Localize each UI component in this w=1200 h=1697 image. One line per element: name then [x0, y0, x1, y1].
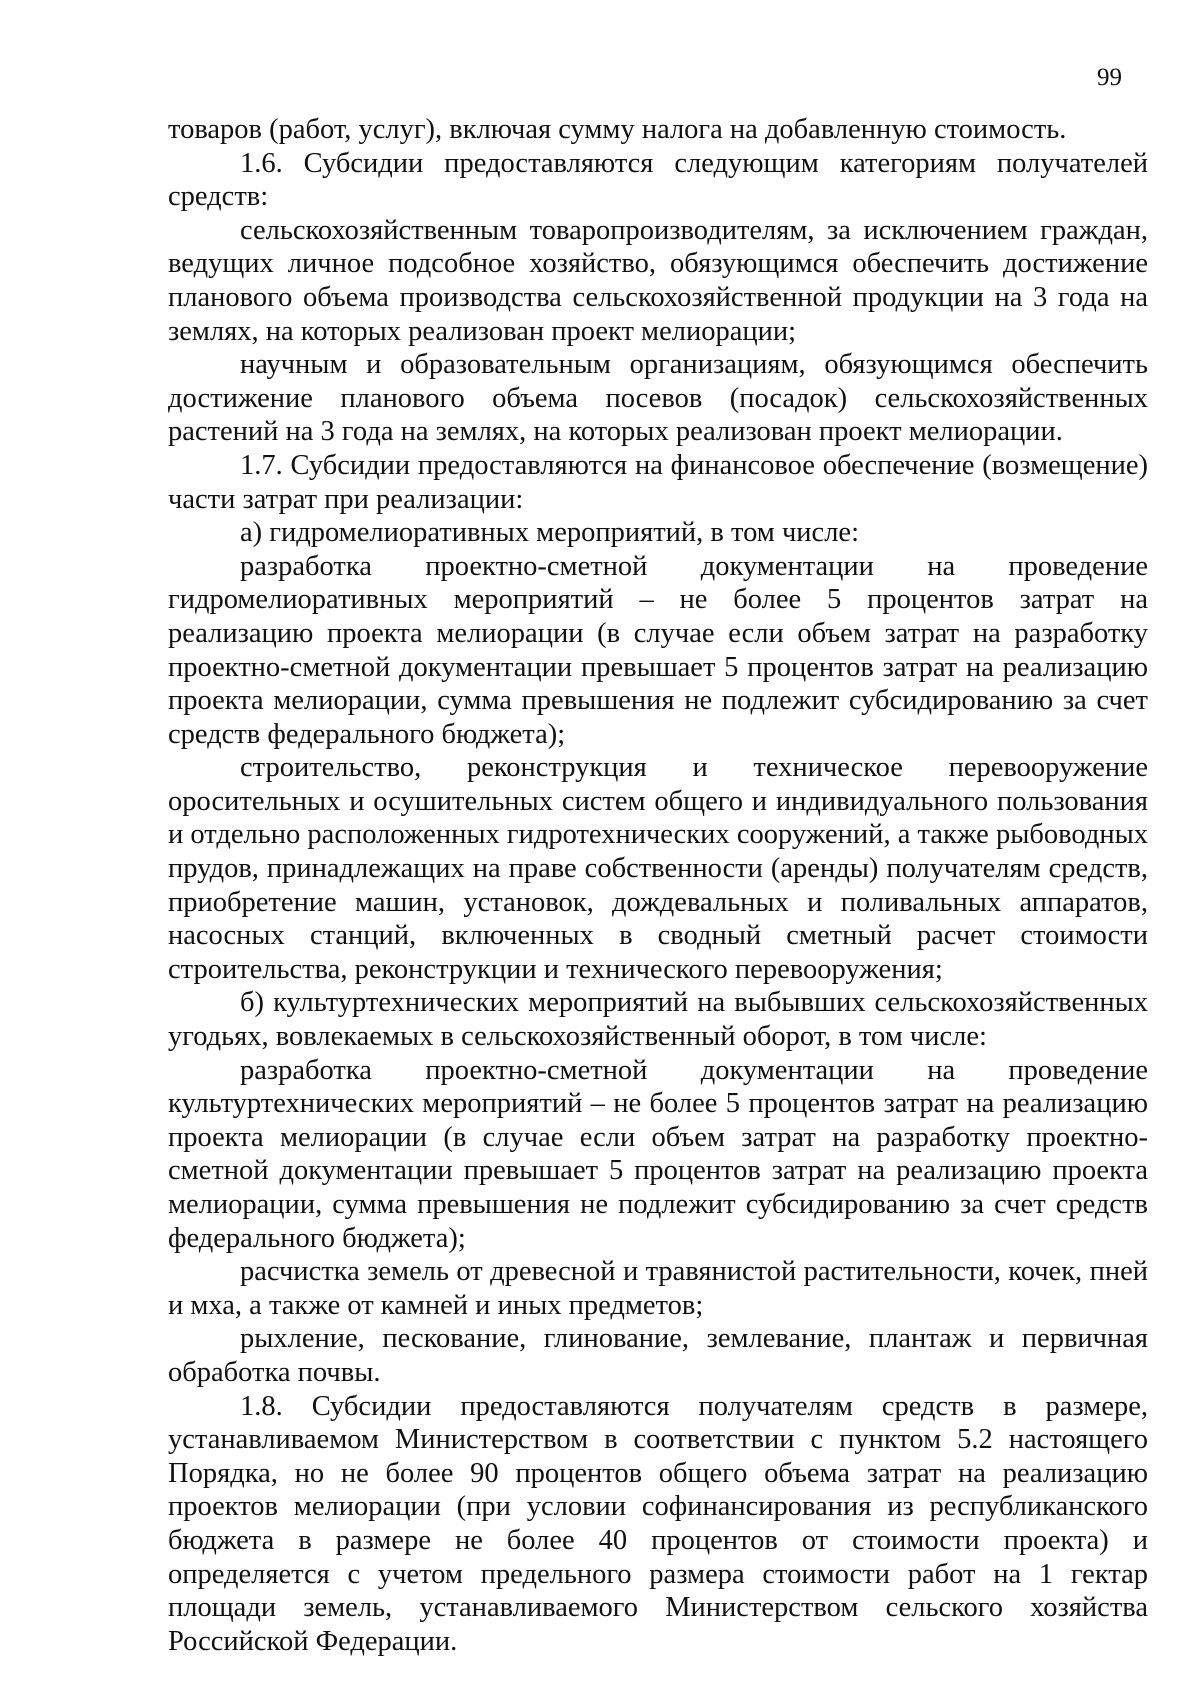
paragraph-item-a: а) гидромелиоративных мероприятий, в том числе: — [240, 517, 859, 549]
paragraph-1-7: 1.7. Субсидии предоставляются на финансовое обеспечение (возмещение) части затрат при реализации: — [168, 449, 1148, 515]
paragraph-design-docs-hydro: разработка проектно-сметной документации на проведение гидромелиоративных мероприятий – не более 5 процентов затрат на реализацию проекта мелиорации (в случае если объем затрат на разработку проектно-сметной документации превышает 5 процентов затрат на реализацию проекта мелиорации, сумма превышения не подлежит субсидированию за счет средств федерального бюджета); — [168, 550, 1148, 750]
paragraph-construction: строительство, реконструкция и техническое перевооружение оросительных и осушительных систем общего и индивидуального пользования и отдельно расположенных гидротехнических сооружений, а также рыбоводных прудов, принадлежащих на праве собственности (аренды) получателям средств, приобретение машин, установок, дождевальных и поливальных аппаратов, насосных станций, включенных в сводный сметный расчет стоимости строительства, реконструкции и технического перевооружения; — [168, 752, 1148, 985]
paragraph-land-clearing: расчистка земель от древесной и травянистой растительности, кочек, пней и мха, а также от камней и иных предметов; — [168, 1256, 1148, 1321]
paragraph-design-docs-cultural: разработка проектно-сметной документации на проведение культуртехнических мероприятий – не более 5 процентов затрат на реализацию проекта мелиорации (в случае если объем затрат на разработку проектно-сметной документации превышает 5 процентов затрат на реализацию проекта мелиорации, сумма превышения не подлежит субсидированию за счет средств федерального бюджета); — [168, 1054, 1148, 1254]
paragraph-organizations: научным и образовательным организациям, обязующимся обеспечить достижение планового объема посевов (посадок) сельскохозяйственных растений на 3 года на землях, на которых реализован проект мелиорации. — [168, 349, 1148, 448]
page-number: 99 — [1097, 64, 1122, 91]
paragraph-soil-treatment: рыхление, пескование, глинование, землевание, плантаж и первичная обработка почвы. — [168, 1323, 1148, 1388]
paragraph-1-6: 1.6. Субсидии предоставляются следующим категориям получателей средств: — [168, 147, 1148, 213]
paragraph-1-8: 1.8. Субсидии предоставляются получателям средств в размере, устанавливаемом Министерством в соответствии с пунктом 5.2 настоящего Порядка, но не более 90 процентов общего объема затрат на реализацию проектов мелиорации (при условии софинансирования из республиканского бюджета в размере не более 40 процентов от стоимости проекта) и определяется с учетом предельного размера стоимости работ на 1 гектар площади земель, устанавливаемого Министерством сельского хозяйства Российской Федерации. — [168, 1390, 1148, 1657]
paragraph-continuation: товаров (работ, услуг), включая сумму налога на добавленную стоимость. — [168, 114, 1067, 145]
document-body — [168, 113, 1148, 1658]
paragraph-producers: сельскохозяйственным товаропроизводителям, за исключением граждан, ведущих личное подсобное хозяйство, обязующимся обеспечить достижение планового объема производства сельскохозяйственной продукции на 3 года на землях, на которых реализован проект мелиорации; — [168, 214, 1148, 347]
paragraph-item-b: б) культуртехнических мероприятий на выбывших сельскохозяйственных угодьях, вовлекаемых в сельскохозяйственный оборот, в том числе: — [168, 987, 1148, 1053]
